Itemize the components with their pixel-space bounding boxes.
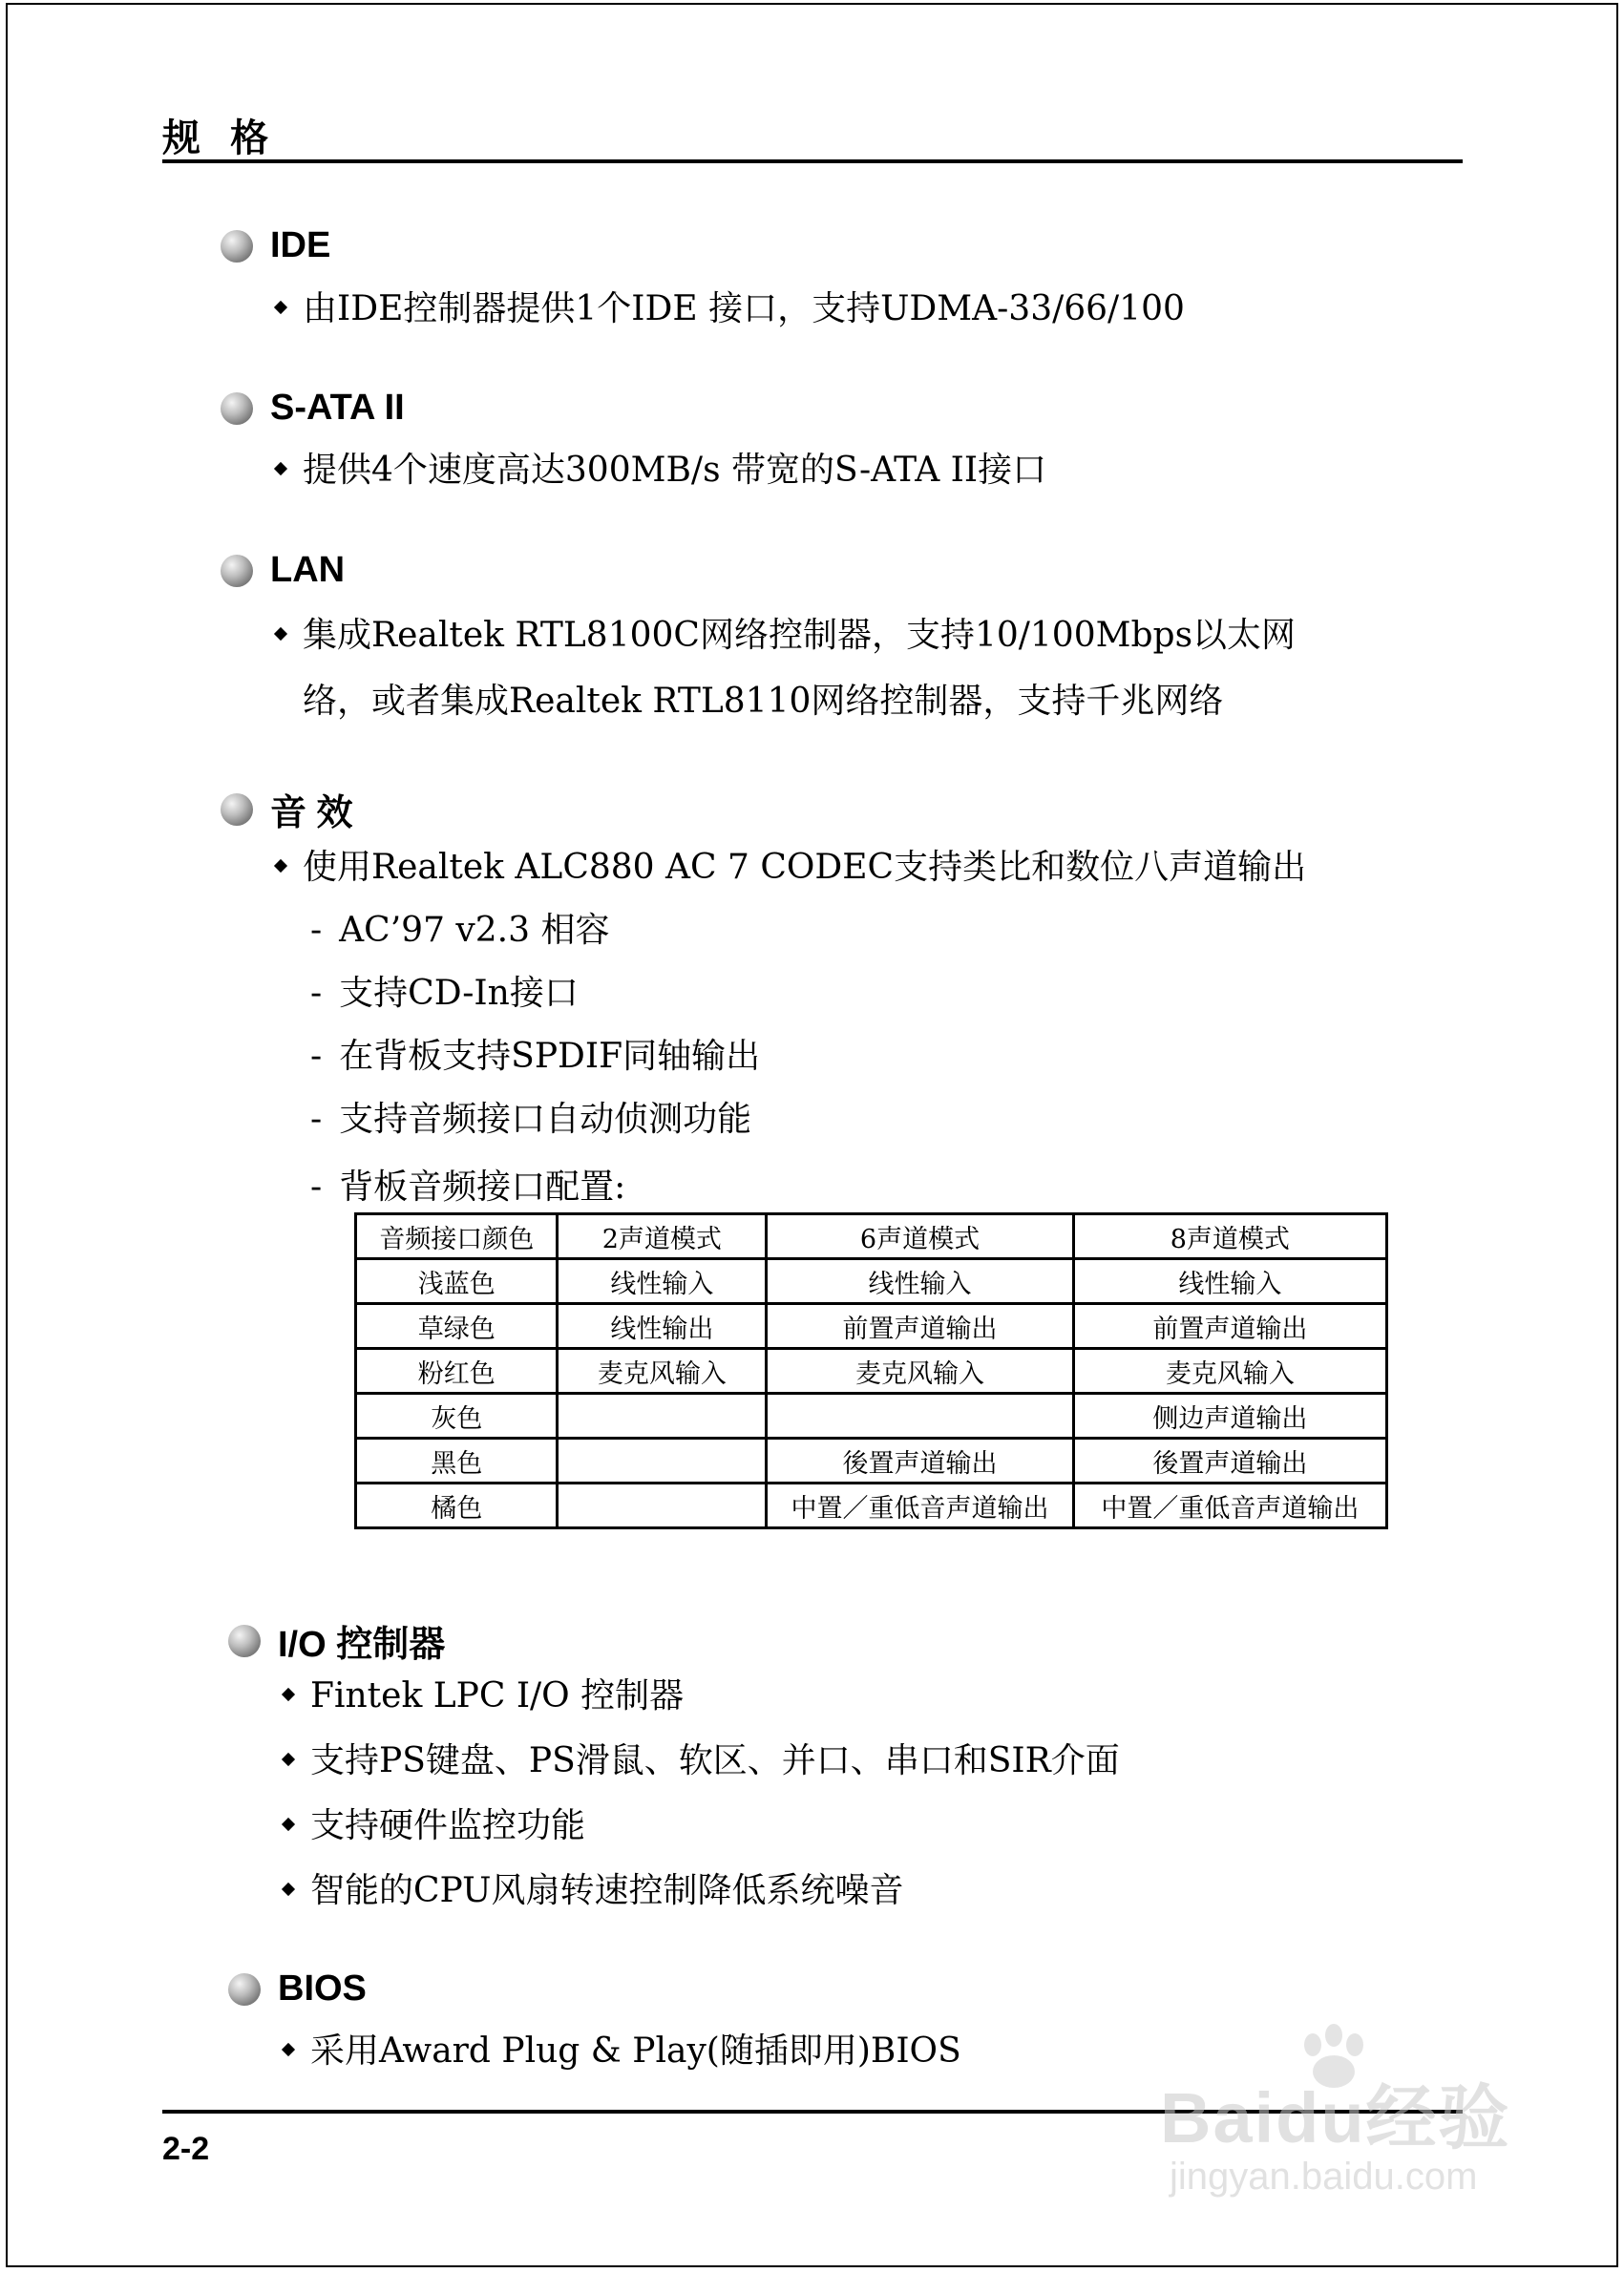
section-io-heading: [228, 1614, 445, 1667]
table-cell: 草绿色: [356, 1304, 558, 1349]
page-number: 2-2: [162, 2131, 210, 2167]
list-item: [284, 1669, 684, 1717]
diamond-bullet-icon: [282, 2043, 295, 2056]
table-cell: 粉红色: [356, 1349, 558, 1394]
section-audio-title: 音 效: [270, 793, 353, 833]
audio-sub-text: 支持CD-In接口: [339, 974, 579, 1013]
audio-sub-text: AC’97 v2.3 相容: [339, 911, 610, 950]
table-cell: 麦克风输入: [558, 1349, 767, 1394]
audio-sub-item: - 支持音频接口自动侦测功能: [310, 1100, 752, 1139]
table-cell: 线性输入: [1073, 1259, 1386, 1304]
list-item: [276, 282, 1185, 330]
diamond-bullet-icon: [282, 1883, 295, 1896]
diamond-bullet-icon: [282, 1753, 295, 1766]
audio-sub-text: 背板音频接口配置:: [339, 1168, 626, 1207]
table-cell: 线性输出: [558, 1304, 767, 1349]
section-io-title: I/O 控制器: [278, 1625, 446, 1665]
io-item-text: 支持硬件监控功能: [310, 1806, 586, 1845]
table-cell: 线性输入: [767, 1259, 1073, 1304]
list-item: [284, 1863, 903, 1912]
table-cell: [767, 1394, 1073, 1439]
diamond-bullet-icon: [282, 1688, 295, 1701]
table-row: [356, 1484, 1387, 1528]
audio-main-text: 使用Realtek ALC880 AC 7 CODEC支持类比和数位八声道输出: [303, 848, 1307, 887]
bios-item-text: 采用Award Plug & Play(随插即用)BIOS: [310, 2031, 961, 2071]
table-cell: [558, 1394, 767, 1439]
bullet-dot-icon: [228, 1973, 261, 2006]
audio-sub-text: 支持音频接口自动侦测功能: [339, 1100, 752, 1139]
table-cell: 中置／重低音声道输出: [767, 1484, 1073, 1528]
section-lan-title: LAN: [270, 550, 346, 590]
table-cell: 线性输入: [558, 1259, 767, 1304]
audio-sub-item: - 支持CD-In接口: [310, 974, 579, 1013]
bullet-dot-icon: [221, 555, 253, 587]
table-cell: 浅蓝色: [356, 1259, 558, 1304]
io-item-text: Fintek LPC I/O 控制器: [310, 1676, 685, 1715]
table-row: [356, 1439, 1387, 1484]
audio-sub-item: - 背板音频接口配置:: [310, 1168, 626, 1207]
table-cell: 黑色: [356, 1439, 558, 1484]
diamond-bullet-icon: [282, 1818, 295, 1831]
section-sata-title: S-ATA II: [270, 388, 405, 428]
watermark-logo-text: Baidu经验: [1160, 2078, 1511, 2157]
table-header-row: [356, 1214, 1387, 1259]
diamond-bullet-icon: [274, 859, 287, 873]
table-cell: 麦克风输入: [767, 1349, 1073, 1394]
table-row: [356, 1259, 1387, 1304]
table-header-cell: 音频接口颜色: [356, 1214, 558, 1259]
diamond-bullet-icon: [274, 462, 287, 475]
list-item: [276, 840, 1306, 889]
lan-item-text-line1: 集成Realtek RTL8100C网络控制器，支持10/100Mbps以太网: [303, 616, 1297, 655]
bullet-dot-icon: [221, 793, 253, 826]
section-bios-heading: [228, 1968, 367, 2010]
table-cell: 侧边声道输出: [1073, 1394, 1386, 1439]
audio-sub-text: 在背板支持SPDIF同轴输出: [339, 1037, 761, 1076]
table-cell: 後置声道输出: [1073, 1439, 1386, 1484]
list-item: [276, 443, 1046, 492]
bullet-dot-icon: [221, 230, 253, 263]
page-title: 规 格: [162, 117, 279, 159]
header-rule: [162, 159, 1463, 163]
table-cell: 前置声道输出: [767, 1304, 1073, 1349]
diamond-bullet-icon: [274, 301, 287, 314]
table-row: [356, 1304, 1387, 1349]
audio-sub-item: - AC’97 v2.3 相容: [310, 911, 610, 950]
table-cell: [558, 1484, 767, 1528]
table-header-cell: 2声道模式: [558, 1214, 767, 1259]
table-cell: 灰色: [356, 1394, 558, 1439]
table-cell: 前置声道输出: [1073, 1304, 1386, 1349]
sata-item-text: 提供4个速度高达300MB/s 带宽的S-ATA II接口: [303, 451, 1047, 490]
list-item: [284, 2024, 961, 2073]
table-cell: 麦克风输入: [1073, 1349, 1386, 1394]
table-header-cell: 6声道模式: [767, 1214, 1073, 1259]
baidu-watermark: [1150, 2024, 1532, 2215]
bullet-dot-icon: [221, 392, 253, 425]
table-cell: [558, 1439, 767, 1484]
table-cell: 中置／重低音声道输出: [1073, 1484, 1386, 1528]
table-row: [356, 1394, 1387, 1439]
watermark-url: jingyan.baidu.com: [1170, 2156, 1478, 2198]
section-ide-heading: [221, 225, 330, 266]
io-item-text: 支持PS键盘、PS滑鼠、软区、并口、串口和SIR介面: [310, 1741, 1120, 1780]
section-sata-heading: [221, 388, 405, 429]
table-row: [356, 1349, 1387, 1394]
list-item: [284, 1799, 585, 1847]
ide-item-text: 由IDE控制器提供1个IDE 接口，支持UDMA-33/66/100: [303, 289, 1185, 328]
bullet-dot-icon: [228, 1625, 261, 1657]
section-ide-title: IDE: [270, 225, 331, 265]
lan-item-text-line2: 络，或者集成Realtek RTL8110网络控制器，支持千兆网络: [303, 682, 1224, 721]
audio-jack-table: [354, 1212, 1388, 1529]
section-lan-heading: [221, 550, 345, 591]
section-audio-heading: [221, 783, 353, 835]
audio-sub-item: - 在背板支持SPDIF同轴输出: [310, 1037, 761, 1076]
table-cell: 橘色: [356, 1484, 558, 1528]
io-item-text: 智能的CPU风扇转速控制降低系统噪音: [310, 1871, 904, 1910]
list-item: [284, 1734, 1120, 1782]
list-item: [276, 608, 1296, 657]
diamond-bullet-icon: [274, 627, 287, 641]
table-header-cell: 8声道模式: [1073, 1214, 1386, 1259]
section-bios-title: BIOS: [278, 1968, 367, 2009]
page-border: [6, 3, 1618, 2267]
table-cell: 後置声道输出: [767, 1439, 1073, 1484]
